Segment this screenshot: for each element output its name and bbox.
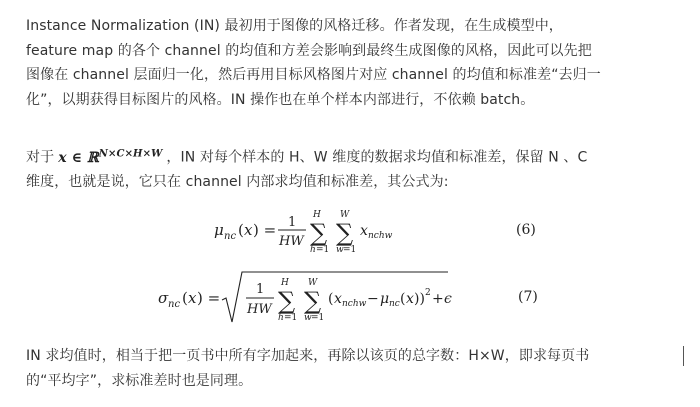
svg-text:ϵ: ϵ [444, 291, 452, 307]
svg-text:μ: μ [380, 291, 390, 307]
svg-text:x: x [188, 289, 197, 307]
svg-text:) =: ) = [253, 221, 277, 239]
text-cursor [683, 346, 684, 366]
svg-text:=1: =1 [316, 245, 330, 255]
svg-text:−: − [367, 291, 379, 307]
svg-text:=1: =1 [343, 245, 357, 255]
intro-line-4: 化”，以期获得目标图片的风格。IN 操作也在单个样本内部进行，不依赖 batch。 [26, 91, 535, 108]
definition-line-1 [26, 142, 686, 170]
inline-math-base: x ∈ ℝ [58, 149, 99, 166]
svg-text:HW: HW [279, 234, 304, 249]
svg-text:w: w [304, 313, 312, 323]
svg-text:h: h [310, 245, 316, 255]
svg-text:W: W [340, 210, 350, 220]
svg-text:x: x [334, 291, 342, 307]
svg-text:2: 2 [425, 288, 431, 298]
svg-text:W: W [308, 278, 318, 288]
svg-text:x: x [360, 223, 368, 239]
definition-paragraph [26, 142, 686, 195]
svg-text:HW: HW [247, 302, 272, 317]
svg-text:nchw: nchw [342, 299, 367, 309]
equation-mean [200, 200, 560, 256]
svg-text:1: 1 [256, 282, 265, 297]
svg-text:∑: ∑ [304, 287, 322, 315]
inline-math-x [54, 150, 166, 166]
svg-text:nc: nc [168, 299, 181, 310]
svg-text:)): )) [414, 291, 425, 307]
svg-text:nchw: nchw [368, 231, 393, 241]
svg-text:(: ( [238, 221, 244, 239]
svg-text:h: h [278, 313, 284, 323]
intro-line-3: 图像在 channel 层面归一化，然后再用目标风格图片对应 channel 的均值和标准差“去归一 [26, 67, 601, 83]
svg-text:(: ( [182, 289, 188, 307]
intro-line-1: Instance Normalization (IN) 最初用于图像的风格迁移。作者发现，在生成模型中， [26, 18, 563, 34]
analogy-line-1: IN 求均值时，相当于把一页书中所有字加起来，再除以该页的总字数：H×W，即求每页书 [26, 348, 590, 364]
svg-text:+: + [432, 291, 444, 307]
svg-text:∑: ∑ [278, 287, 296, 315]
svg-text:(: ( [328, 291, 334, 307]
svg-text:∑: ∑ [336, 219, 354, 247]
inline-math-superscript: N×C×H×W [98, 148, 163, 159]
intro-line-2: feature map 的各个 channel 的均值和方差会影响到最终生成图像的风格，因此可以先把 [26, 42, 592, 59]
equation-std [150, 266, 460, 328]
svg-text:x: x [406, 291, 414, 307]
analogy-paragraph [26, 344, 686, 393]
definition-suffix: ，IN 对每个样本的 H、W 维度的数据求均值和标准差，保留 N 、C [166, 149, 588, 166]
svg-text:=1: =1 [284, 313, 298, 323]
svg-text:x: x [244, 221, 253, 239]
equation-number-6: (6) [516, 222, 536, 238]
intro-paragraph [26, 14, 686, 112]
definition-prefix: 对于 [26, 149, 55, 166]
svg-text:σ: σ [158, 289, 169, 307]
svg-text:μ: μ [214, 221, 224, 239]
svg-text:w: w [336, 245, 344, 255]
svg-text:H: H [281, 278, 289, 288]
svg-text:nc: nc [389, 299, 400, 309]
svg-text:H: H [313, 210, 321, 220]
analogy-line-2: 的“平均字”，求标准差时也是同理。 [26, 372, 253, 389]
svg-text:1: 1 [288, 215, 297, 230]
svg-text:∑: ∑ [310, 219, 328, 247]
definition-line-2: 维度，也就是说，它只在 channel 内部求均值和标准差，其公式为: [26, 174, 449, 191]
svg-text:) =: ) = [197, 289, 221, 307]
svg-text:(: ( [400, 291, 406, 307]
svg-text:nc: nc [224, 231, 237, 242]
equation-number-7: (7) [518, 289, 538, 305]
svg-text:=1: =1 [311, 313, 325, 323]
